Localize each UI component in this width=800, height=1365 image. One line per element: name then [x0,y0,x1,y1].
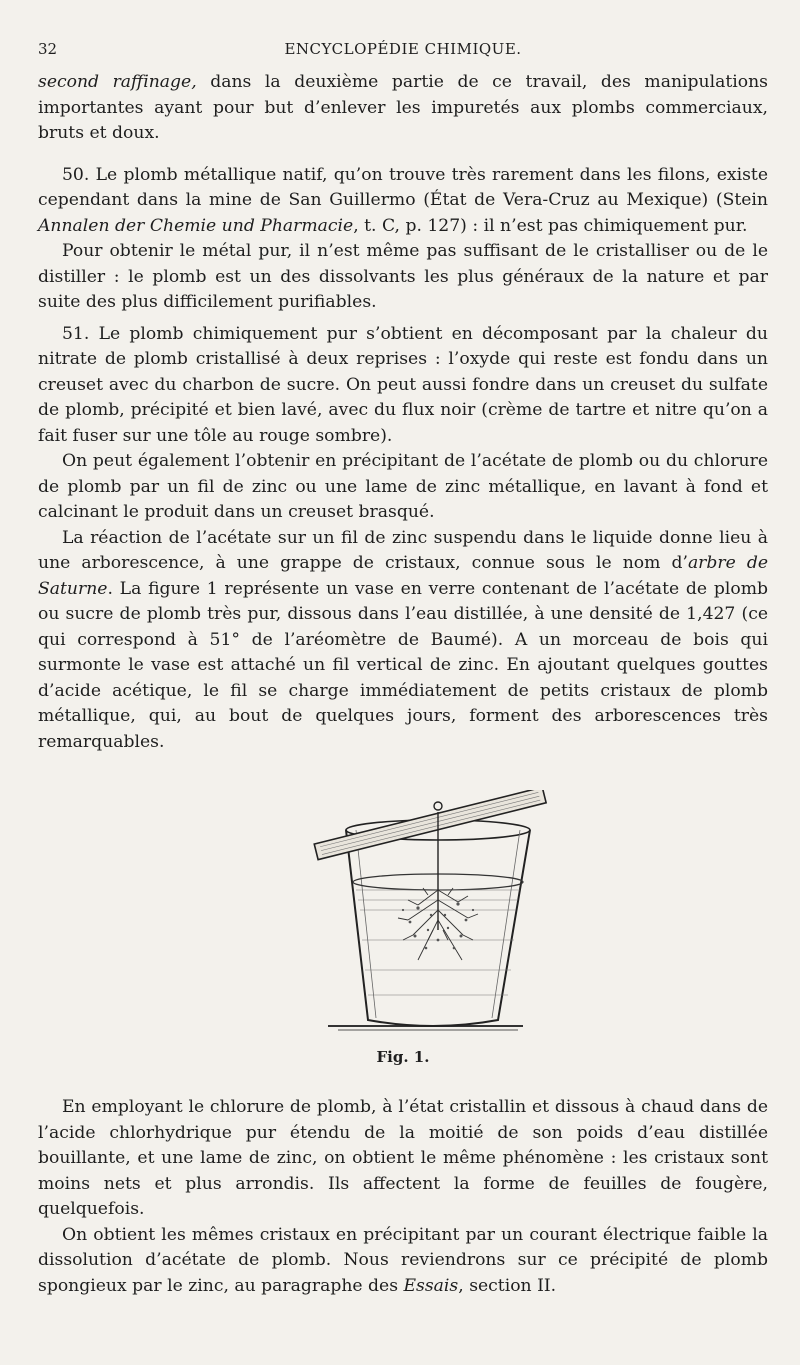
paragraph-51-continued: On peut également l’obtenir en précipitant de l’acétate de plomb ou du chlorure de plomb par un fil de zinc ou une lame de zinc métallique, en lavant à fond et calcinant le produit dans un creuset brasqué. [38,451,768,522]
running-header [38,40,768,64]
paragraph-51-arbre: La réaction de l’acétate sur un fil de zinc suspendu dans le liquide donne lieu à une arborescence, à une grappe de cristaux, connue sous le nom d’arbre de Saturne. La figure 1 représente un vase en verre contenant de l’acétate de plomb ou sucre de plomb très pur, dissous dans l’eau distillée, à une densité de 1,427 (ce qui correspond à 51° de l’aréomètre de Baumé). A un morceau de bois qui surmonte le vase est attaché un fil vertical de zinc. En ajoutant quelques gouttes d’acide acétique, le fil se charge immédiatement de petits cristaux de plomb métallique, qui, au bout de quelques jours, forment des arborescences très remarquables. [38,527,768,752]
paragraph-chlorure: En employant le chlorure de plomb, à l’état cristallin et dissous à chaud dans de l’acide chlorhydrique pur étendu de la moitié de son poids d’eau distillée bouillante, et une lame de zinc, on obtient le même phénomène : les cristaux sont moins nets et plus arrondis. Ils affectent la forme de feuilles de fougère, quelquefois. [38,1097,768,1219]
italic-term: second raffinage, [38,72,197,92]
paragraph-electrique: On obtient les mêmes cristaux en précipitant par un courant électrique faible la dissolution d’acétate de plomb. Nous reviendrons sur ce précipité de plomb spongieux par le zinc, au paragraphe des Essais, section II. [38,1224,768,1296]
journal-title: Annalen der Chemie und Pharmacie [38,215,354,236]
paragraph-51: 51. Le plomb chimiquement pur s’obtient en décomposant par la chaleur du nitrate de plomb cristallisé à deux reprises : l’oxyde qui reste est fondu dans un creuset avec du charbon de sucre. On peut aussi fondre dans un creuset du sulfate de plomb, précipité et bien lavé, avec du flux noir (crème de tartre et nitre qu’on a fait fuser sur une tôle au rouge sombre). [38,323,768,446]
paragraph-continuation: second raffinage, dans la deuxième partie de ce travail, des manipulations importantes ayant pour but d’enlever les impuretés aux plombs commerciaux, bruts et doux. [38,72,768,143]
italic-term: arbre de Saturne [38,553,768,599]
figure-saturn-tree-illustration [268,790,568,1040]
running-title: ENCYCLOPÉDIE CHIMIQUE. [284,40,522,58]
paragraph-50-continued: Pour obtenir le métal pur, il n’est même pas suffisant de le cristalliser ou de le distiller : le plomb est un des dissolvants les plus généraux de la nature et par suite des plus difficilement purifiables. [38,241,768,312]
body-text-bottom [38,1095,768,1299]
paragraph-50: 50. Le plomb métallique natif, qu’on trouve très rarement dans les filons, existe cependant dans la mine de San Guillermo (État de Vera-Cruz au Mexique) (Stein Annalen der Chemie und Pharmacie, t. C, p. 127) : il n’est pas chimiquement pur. [38,164,768,236]
figure-caption: Fig. 1. [376,1048,430,1066]
page-number: 32 [38,40,58,58]
italic-term: Essais [403,1275,459,1296]
body-text-top [38,70,768,755]
